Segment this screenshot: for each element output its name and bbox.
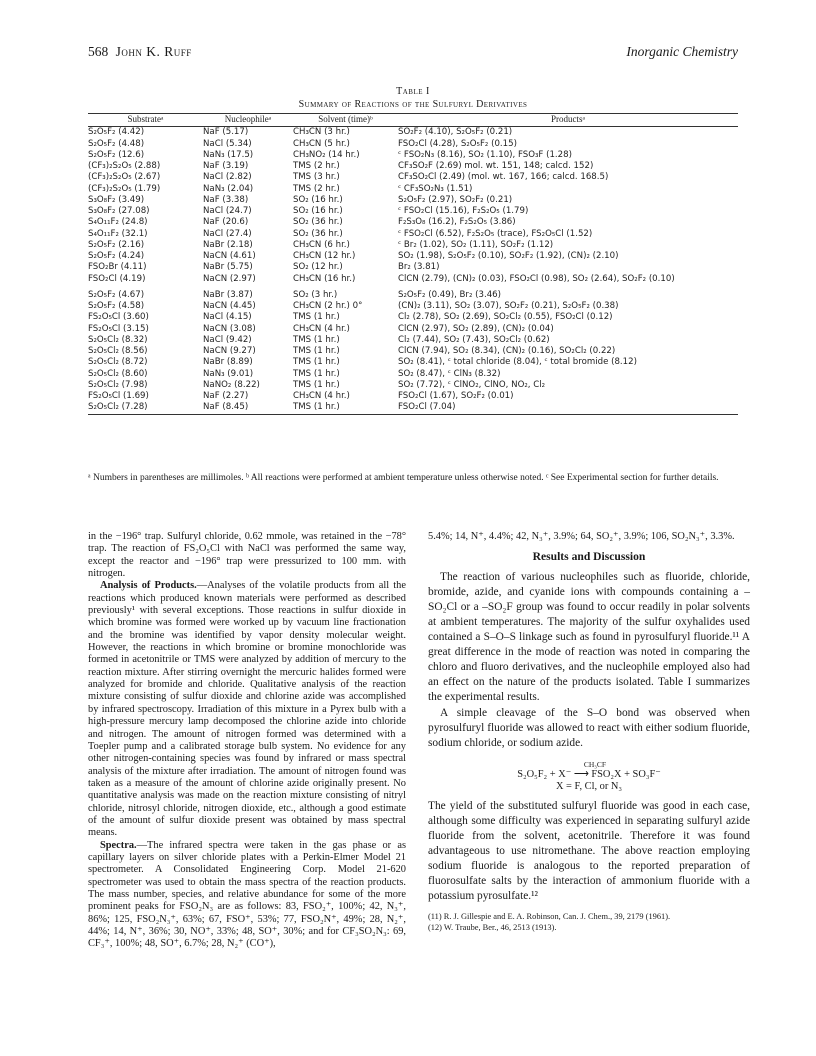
cell-nucleophile: NaCN (4.61)	[203, 251, 256, 261]
section-heading: Results and Discussion	[532, 550, 646, 564]
cell-nucleophile: NaCN (3.08)	[203, 323, 256, 334]
cell-products: F₂S₃O₈ (16.2), F₂S₂O₅ (3.86)	[398, 217, 516, 228]
cell-substrate: FS₂O₅Cl (1.69)	[88, 391, 149, 401]
cell-substrate: S₂O₅Cl₂ (8.56)	[88, 346, 148, 356]
table-row	[88, 240, 738, 251]
cell-nucleophile: NaBr (5.75)	[203, 262, 253, 273]
cell-nucleophile: NaCl (27.4)	[203, 228, 252, 239]
cell-solvent: CH₃CN (16 hr.)	[293, 273, 356, 284]
cell-products: FSO₂Cl (1.67), SO₂F₂ (0.01)	[398, 391, 514, 401]
cell-nucleophile: NaF (2.27)	[203, 391, 249, 401]
page-number: 568	[88, 44, 109, 59]
cell-nucleophile: NaBr (2.18)	[203, 239, 253, 250]
cell-nucleophile: NaF (3.38)	[203, 194, 249, 205]
cell-solvent: TMS (1 hr.)	[293, 402, 398, 414]
cell-nucleophile: NaCN (2.97)	[203, 273, 256, 284]
table-header-row	[88, 114, 738, 127]
cell-products: ᶜ FSO₂Cl (6.52), F₂S₂O₅ (trace), FS₂O₅Cl (1.52)	[398, 228, 593, 239]
cell-substrate: S₂O₅F₂ (12.6)	[88, 149, 145, 160]
table-row	[88, 335, 738, 346]
table-row	[88, 262, 738, 273]
header-substrate: Substrateᵃ	[88, 114, 203, 127]
cell-products: Cl₂ (2.78), SO₂ (2.69), SO₂Cl₂ (0.55), FSO₂Cl (0.12)	[398, 312, 613, 323]
cell-products: Br₂ (3.81)	[398, 262, 440, 273]
cell-substrate: S₄O₁₁F₂ (32.1)	[88, 228, 148, 239]
cell-products: SO₂F₂ (4.10), S₂O₅F₂ (0.21)	[398, 127, 513, 138]
cell-solvent: TMS (1 hr.)	[293, 379, 340, 390]
cell-nucleophile: NaCl (24.7)	[203, 206, 252, 216]
cell-solvent: SO₂ (36 hr.)	[293, 228, 343, 239]
author-name: John K. Ruff	[115, 44, 192, 59]
cell-solvent: CH₃CN (2 hr.) 0°	[293, 301, 363, 311]
cell-solvent: TMS (1 hr.)	[293, 357, 340, 368]
cell-solvent: TMS (1 hr.)	[293, 368, 340, 379]
table-row	[88, 369, 738, 380]
cell-solvent: CH₃CN (12 hr.)	[293, 251, 356, 261]
cell-substrate: FSO₂Cl (4.19)	[88, 273, 146, 284]
reference-12: (12) W. Traube, Ber., 46, 2513 (1913).	[428, 922, 557, 932]
table-row	[88, 161, 738, 172]
header-nucleophile: Nucleophileᵃ	[203, 114, 293, 127]
cell-nucleophile: NaCl (9.42)	[203, 334, 252, 345]
cell-nucleophile: NaCl (2.82)	[203, 172, 252, 183]
right-column	[428, 531, 750, 933]
cell-substrate: S₂O₅F₂ (2.16)	[88, 239, 145, 250]
journal-name: Inorganic Chemistry	[626, 44, 738, 59]
reference-11: (11) R. J. Gillespie and E. A. Robinson, Can. J. Chem., 39, 2179 (1961).	[428, 912, 671, 922]
table-row	[88, 324, 738, 335]
references	[428, 912, 750, 933]
cell-products: SO₂ (8.47), ᶜ ClN₃ (8.32)	[398, 368, 501, 379]
table-row	[88, 357, 738, 368]
cell-solvent: SO₂ (3 hr.)	[293, 289, 338, 300]
cell-products: (CN)₂ (3.11), SO₂ (3.07), SO₂F₂ (0.21), S₂O₅F₂ (0.38)	[398, 301, 619, 311]
table-row	[88, 195, 738, 206]
cell-substrate: FS₂O₅Cl (3.15)	[88, 323, 149, 334]
table-body	[88, 127, 738, 414]
table-row	[88, 285, 738, 301]
cell-solvent: SO₂ (12 hr.)	[293, 262, 343, 273]
paragraph-text: —Analyses of the volatile products from all the reactions which produced known materials were performed as described previously¹ with several exceptions. Those reactions in sulfur dioxide in which bromine was formed were worked up by vacuum line fractionation and the bromine was identified by vapor density molecular weight. However, the reactions in which bromine or bromine monochloride was formed in acetonitrile or TMS were analyzed by addition of mercury to the reaction mixture. After stirring overnight the mercuric halides formed were analyzed for bromide and chloride. Qualitative analysis of the reaction mixture consisting of sulfur dioxide and chlorine azide was accomplished by infrared spectroscopy. Irradiation of this mixture in a Pyrex bulb with a high-pressure mercury lamp decomposed the chlorine azide into chloride and nitrogen. The amount of nitrogen formed was determined with a Toepler pump and a calibrated storage bulb system. No evidence for any other nitrogen-containing species was found by infrared or mass spectral analysis of the mixture after irradiation. The amount of nitrogen found was taken as a measure of the amount of chlorine azide originally present. No quantitative analysis was made on the reaction mixture consisting of nitryl chloride, nitrosyl chloride, nitrogen dioxide, etc., although a good estimate of the amount of sulfur dioxide present was obtained by mass spectral means.	[88, 580, 406, 839]
cell-substrate: FSO₂Br (4.11)	[88, 262, 147, 273]
cell-substrate: S₂O₅Cl₂ (7.28)	[88, 402, 203, 414]
cell-products: S₂O₅F₂ (2.97), SO₂F₂ (0.21)	[398, 194, 513, 205]
cell-substrate: (CF₃)₂S₂O₅ (2.67)	[88, 172, 161, 183]
cell-solvent: TMS (1 hr.)	[293, 334, 340, 345]
cell-products: S₂O₅F₂ (0.49), Br₂ (3.46)	[398, 289, 501, 300]
cell-solvent: SO₂ (36 hr.)	[293, 217, 343, 228]
cell-solvent: CH₃CN (4 hr.)	[293, 391, 350, 401]
cell-substrate: S₄O₁₁F₂ (24.8)	[88, 217, 148, 228]
table-title: Summary of Reactions of the Sulfuryl Derivatives	[298, 99, 528, 110]
table-row	[88, 139, 738, 150]
cell-solvent: TMS (1 hr.)	[293, 312, 340, 323]
cell-products: ᶜ CF₃SO₂N₃ (1.51)	[398, 183, 473, 194]
cell-products: FSO₂Cl (4.28), S₂O₅F₂ (0.15)	[398, 138, 517, 149]
cell-products: ᶜ FSO₂Cl (15.16), F₂S₂O₅ (1.79)	[398, 206, 529, 216]
table-row	[88, 150, 738, 161]
cell-substrate: S₂O₅F₂ (4.58)	[88, 301, 145, 311]
paragraph: in the −196° trap. Sulfuryl chloride, 0.62 mmole, was retained in the −78° trap. The reaction of FS₂O₅Cl with NaCl was performed the same way, except the reactor and −196° trap were pressurized to 100 mm. with nitrogen.	[88, 531, 406, 580]
table-row	[88, 229, 738, 240]
cell-substrate: S₂O₅F₂ (4.42)	[88, 127, 145, 138]
table-footnote: ᵃ Numbers in parentheses are millimoles. ᵇ All reactions were performed at ambient temperature unless otherwise noted. ᶜ See Experimental section for further details.	[88, 473, 719, 483]
cell-nucleophile: NaCl (4.15)	[203, 312, 252, 323]
cell-substrate: S₃O₈F₂ (27.08)	[88, 206, 150, 216]
cell-nucleophile: NaCl (5.34)	[203, 138, 252, 149]
cell-products: SO₂ (8.41), ᶜ total chloride (8.04), ᶜ total bromide (8.12)	[398, 357, 637, 368]
cell-substrate: S₂O₅Cl₂ (7.98)	[88, 379, 148, 390]
table-row	[88, 380, 738, 391]
reaction-equation	[428, 759, 750, 793]
table-row	[88, 184, 738, 195]
cell-products: ᶜ Br₂ (1.02), SO₂ (1.11), SO₂F₂ (1.12)	[398, 239, 554, 250]
cell-products: ClCN (2.79), (CN)₂ (0.03), FSO₂Cl (0.98), SO₂ (2.64), SO₂F₂ (0.10)	[398, 273, 675, 284]
table-row	[88, 217, 738, 228]
paragraph: The reaction of various nucleophiles such as fluoride, chloride, bromide, azide, and cyanide ions with compounds containing a –SO₂Cl or a –SO₂F group was found to occur readily in polar solvents at ambient temperatures. The majority of the sulfur oxyhalides used contained a S–O–S linkage such as found in pyrosulfuryl fluoride.¹¹ A great difference in the mode of reaction was noted in comparing the chloro and fluoro derivatives, and the nucleophile employed also had an effect on the nature of the products isolated. Table I summarizes the experimental results.	[428, 570, 750, 704]
table-row	[88, 391, 738, 402]
table-row	[88, 312, 738, 323]
cell-solvent: CH₃CN (5 hr.)	[293, 138, 350, 149]
cell-nucleophile: NaF (20.6)	[203, 217, 249, 228]
cell-substrate: (CF₃)₂S₂O₅ (1.79)	[88, 183, 161, 194]
cell-products: Cl₂ (7.44), SO₂ (7.43), SO₂Cl₂ (0.62)	[398, 334, 550, 345]
paragraph-text: —The infrared spectra were taken in the gas phase or as capillary layers on silver chloride plates with a Perkin-Elmer Model 21 spectrometer. A Consolidated Engineering Corp. Model 21-620 spectrometer was used to obtain the mass spectra of the reaction products. The mass number, species, and relative abundance for some of the more prominent peaks for FSO₂N₃ are as follows: 83, FSO₂⁺, 100%; 42, N₃⁺, 86%; 125, FSO₂N₃⁺, 63%; 67, FSO⁺, 53%; 77, FSO₂N⁺, 49%; 28, N₂⁺, 44%; 14, N⁺, 36%; 30, NO⁺, 33%; 48, SO⁺, 30%; and for CF₃SO₂N₃: 69, CF₃⁺, 100%; 48, SO⁺, 6.7%; 28, N₂⁺ (CO⁺),	[88, 839, 406, 950]
cell-products: SO₂ (7.72), ᶜ ClNO₂, ClNO, NO₂, Cl₂	[398, 379, 546, 390]
cell-substrate: S₂O₅Cl₂ (8.32)	[88, 334, 148, 345]
cell-substrate: S₂O₅Cl₂ (8.72)	[88, 357, 148, 368]
cell-nucleophile: NaN₃ (2.04)	[203, 183, 254, 194]
paragraph	[88, 580, 406, 839]
cell-substrate: FS₂O₅Cl (3.60)	[88, 312, 149, 323]
table-row	[88, 172, 738, 183]
cell-products: FSO₂Cl (7.04)	[398, 402, 738, 414]
cell-nucleophile: NaN₃ (9.01)	[203, 368, 254, 379]
cell-substrate: (CF₃)₂S₂O₅ (2.88)	[88, 161, 161, 171]
cell-solvent: SO₂ (16 hr.)	[293, 194, 343, 205]
subsection-heading: Analysis of Products.	[100, 580, 197, 592]
paragraph: The yield of the substituted sulfuryl fluoride was good in each case, although some difficulty was experienced in separating sulfuryl azide fluoride from the solvent, acetonitrile. Therefore it was found advantageous to use nitromethane. The above reaction employing sodium fluoride is analogous to the reported preparation of fluorosulfate salts by the interaction of ammonium fluoride with a potassium pyrosulfate.¹²	[428, 799, 750, 903]
cell-solvent: TMS (1 hr.)	[293, 346, 340, 356]
equation-condition: X = F, Cl, or N₃	[555, 780, 623, 792]
left-column	[88, 531, 406, 951]
cell-substrate: S₂O₅F₂ (4.67)	[88, 289, 145, 300]
table-row	[88, 346, 738, 357]
cell-solvent: CH₃CN (4 hr.)	[293, 323, 350, 334]
cell-nucleophile: NaF (5.17)	[203, 127, 249, 138]
table-row	[88, 251, 738, 262]
cell-solvent: SO₂ (16 hr.)	[293, 206, 343, 216]
table-label: Table I	[396, 86, 430, 97]
cell-products: SO₂ (1.98), S₂O₅F₂ (0.10), SO₂F₂ (1.92), (CN)₂ (2.10)	[398, 251, 619, 261]
cell-products: ClCN (7.94), SO₂ (8.34), (CN)₂ (0.16), SO₂Cl₂ (0.22)	[398, 346, 616, 356]
header-products: Productsᵃ	[398, 114, 738, 127]
cell-nucleophile: NaF (8.45)	[203, 402, 293, 414]
cell-substrate: S₂O₅Cl₂ (8.60)	[88, 368, 148, 379]
paragraph: 5.4%; 14, N⁺, 4.4%; 42, N₃⁺, 3.9%; 64, SO₂⁺, 3.9%; 106, SO₂N₃⁺, 3.3%.	[428, 531, 735, 542]
table-row	[88, 402, 738, 414]
cell-products: CF₃SO₂F (2.69) mol. wt. 151, 148; calcd. 152)	[398, 161, 594, 171]
cell-substrate: S₂O₅F₂ (4.24)	[88, 251, 145, 261]
cell-nucleophile: NaN₃ (17.5)	[203, 149, 254, 160]
cell-nucleophile: NaBr (8.89)	[203, 357, 253, 368]
cell-solvent: CH₃CN (3 hr.)	[293, 127, 350, 138]
cell-nucleophile: NaCN (4.45)	[203, 301, 256, 311]
cell-solvent: TMS (3 hr.)	[293, 172, 340, 183]
cell-nucleophile: NaF (3.19)	[203, 161, 249, 171]
header-solvent: Solvent (time)ᵇ	[293, 114, 398, 127]
cell-solvent: TMS (2 hr.)	[293, 161, 340, 171]
table-row	[88, 274, 738, 285]
cell-nucleophile: NaNO₂ (8.22)	[203, 379, 260, 390]
cell-solvent: CH₃NO₂ (14 hr.)	[293, 149, 360, 160]
subsection-heading: Spectra.	[100, 839, 137, 851]
paragraph	[88, 840, 406, 951]
cell-nucleophile: NaCN (9.27)	[203, 346, 256, 356]
table-row	[88, 301, 738, 312]
cell-solvent: CH₃CN (6 hr.)	[293, 239, 350, 250]
reactions-table	[88, 113, 738, 415]
equation-catalyst: CH₃CF	[583, 759, 607, 769]
cell-products: ᶜ FSO₂N₃ (8.16), SO₂ (1.10), FSO₃F (1.28)	[398, 149, 572, 160]
cell-substrate: S₃O₈F₂ (3.49)	[88, 194, 145, 205]
table-row	[88, 127, 738, 139]
cell-nucleophile: NaBr (3.87)	[203, 289, 253, 300]
cell-substrate: S₂O₅F₂ (4.48)	[88, 138, 145, 149]
table-row	[88, 206, 738, 217]
cell-solvent: TMS (2 hr.)	[293, 183, 340, 194]
paragraph: A simple cleavage of the S–O bond was observed when pyrosulfuryl fluoride was allowed to react with either sodium fluoride, sodium chloride, or sodium azide.	[428, 706, 750, 749]
equation-main: S₂O₅F₂ + X⁻ ⟶ FSO₂X + SO₃F⁻	[517, 768, 661, 780]
cell-products: ClCN (2.97), SO₂ (2.89), (CN)₂ (0.04)	[398, 323, 554, 334]
cell-products: CF₃SO₂Cl (2.49) (mol. wt. 167, 166; calcd. 168.5)	[398, 172, 609, 183]
